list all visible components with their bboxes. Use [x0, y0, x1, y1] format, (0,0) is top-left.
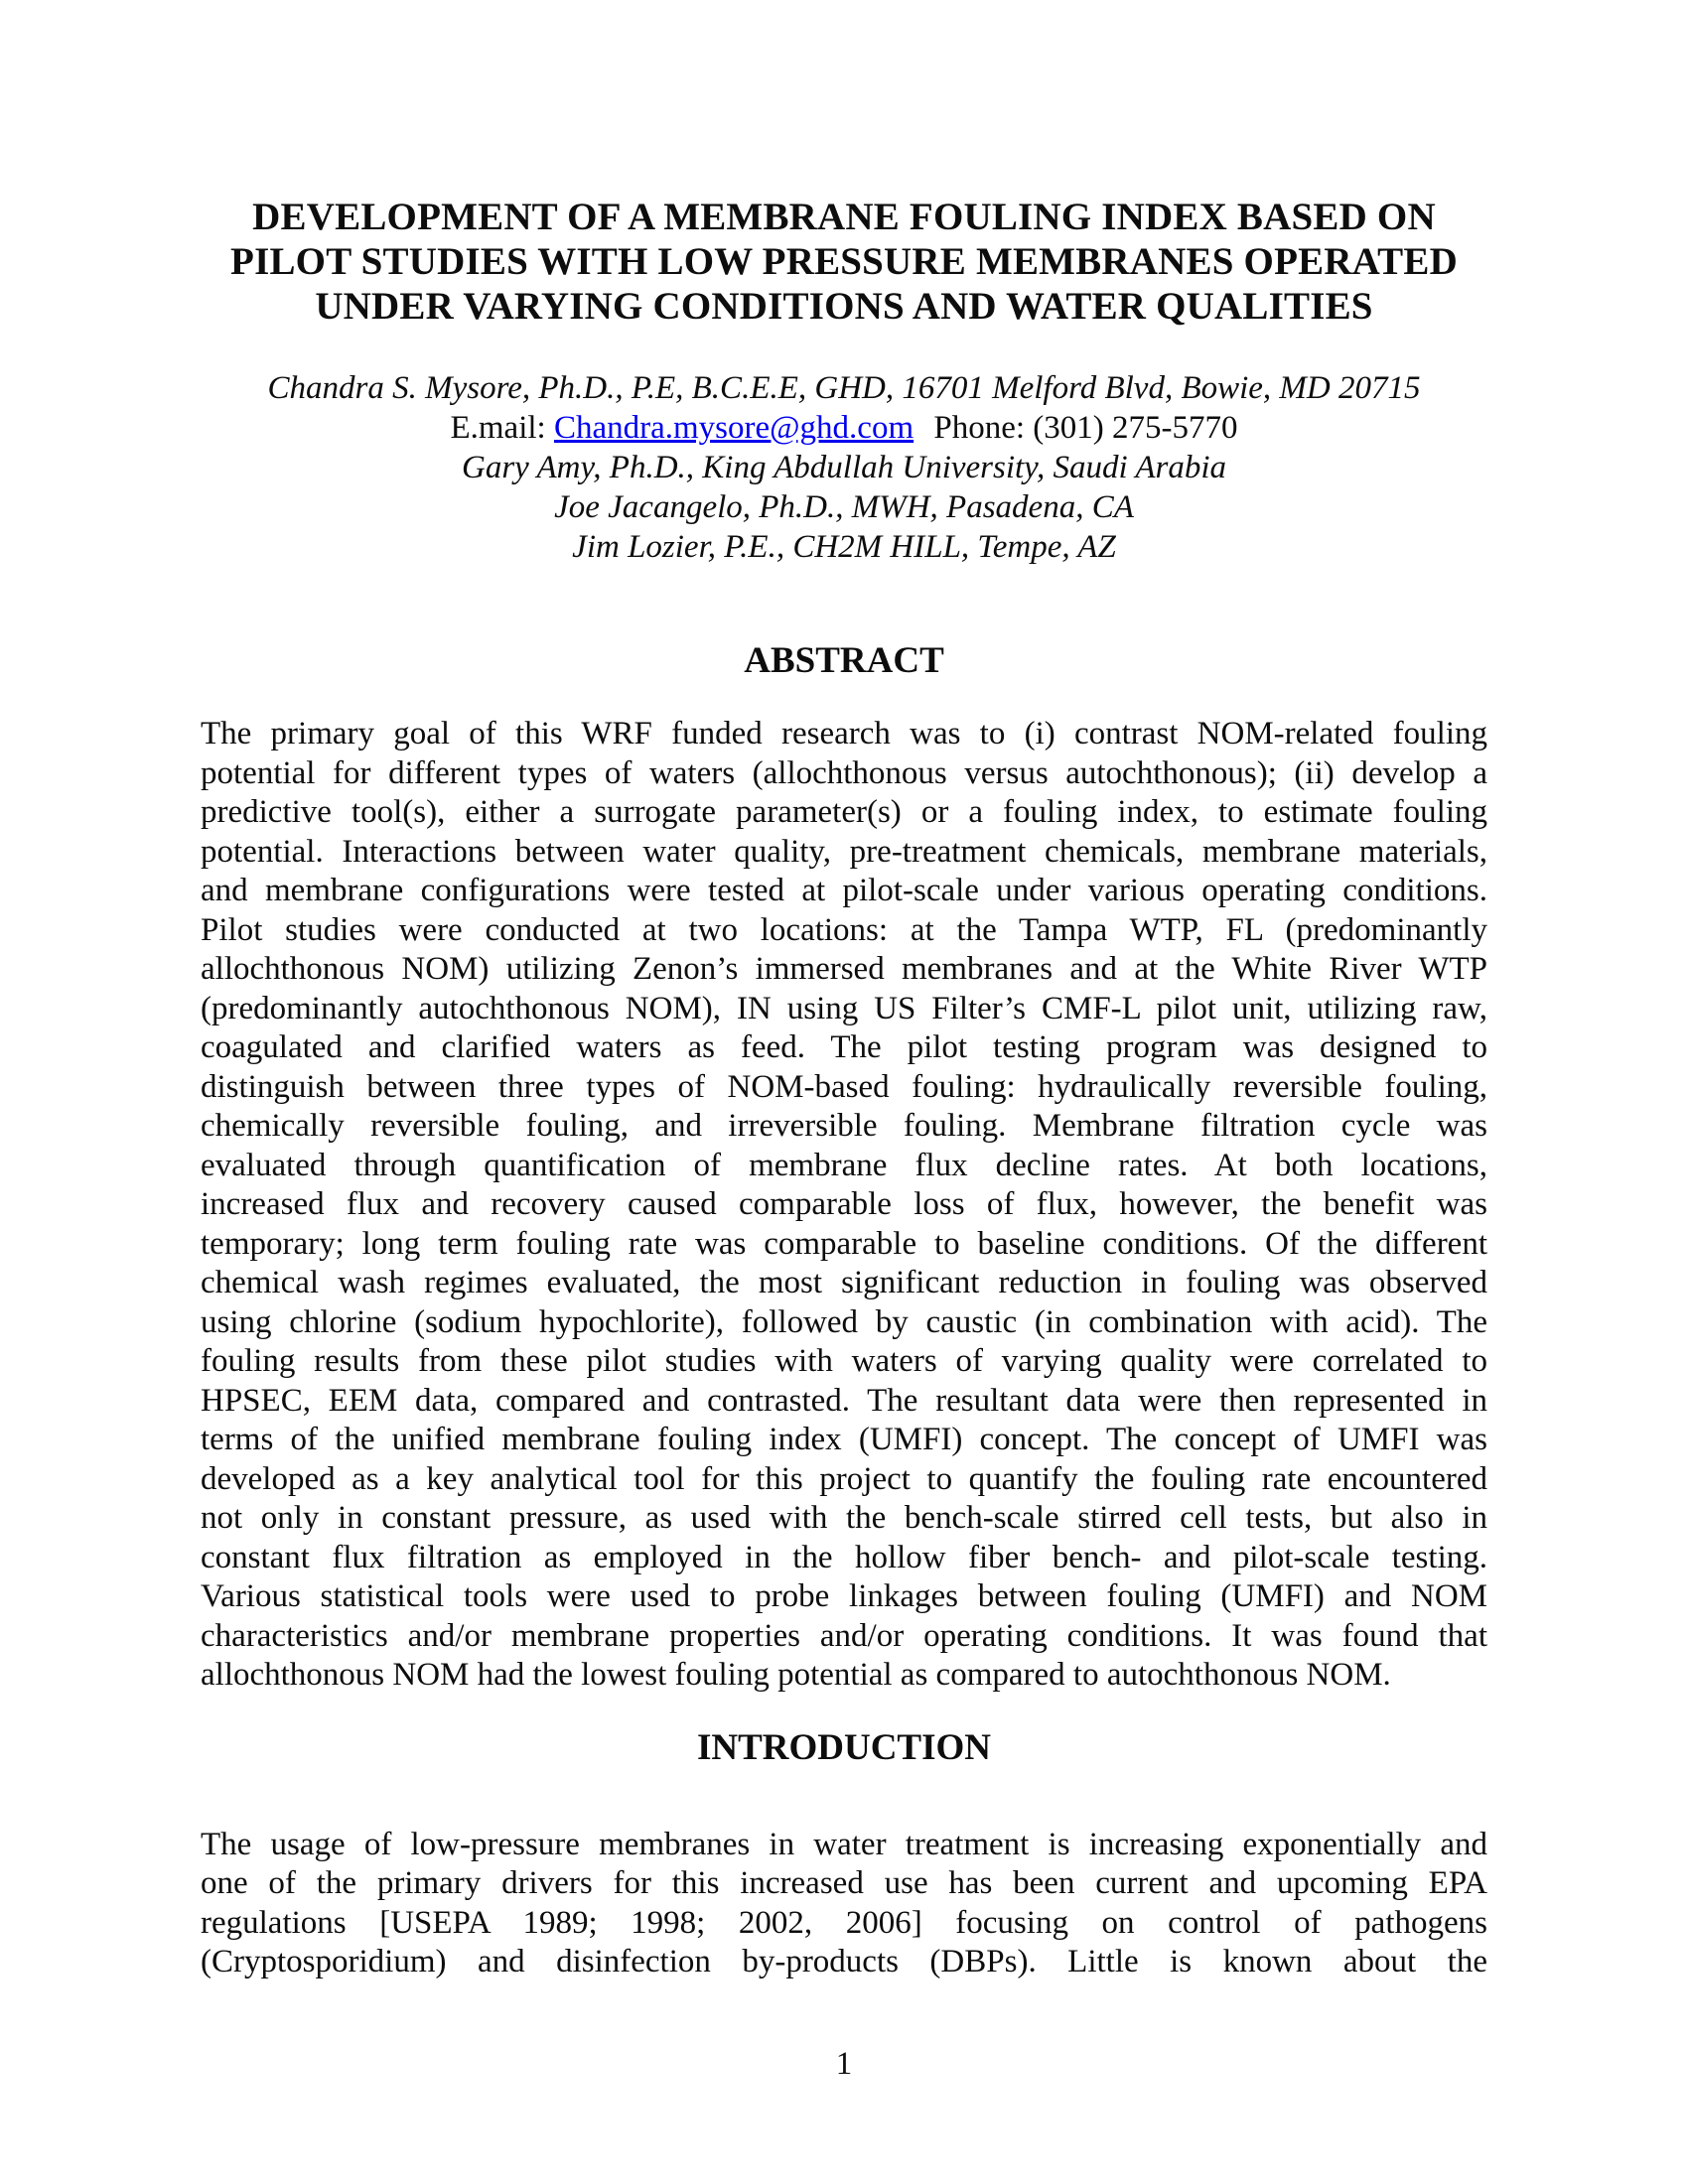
author-line-lozier: Jim Lozier, P.E., CH2M HILL, Tempe, AZ — [572, 529, 1116, 565]
abstract-line: potential for different types of waters (allochthonous versus autochthonous); (ii) develop a — [201, 754, 1487, 791]
introduction-paragraph — [201, 1826, 1487, 1982]
introduction-line: (Cryptosporidium) and disinfection by-products (DBPs). Little is known about the — [201, 1944, 1487, 1979]
email-label: E.mail: — [450, 410, 546, 446]
abstract-line: using chlorine (sodium hypochlorite), followed by caustic (in combination with acid). The — [201, 1303, 1487, 1340]
abstract-line: fouling results from these pilot studies with waters of varying quality were correlated to — [201, 1343, 1487, 1379]
page-content — [201, 0, 1487, 2084]
introduction-line: regulations [USEPA 1989; 1998; 2002, 2006] focusing on control of pathogens — [201, 1904, 1487, 1941]
abstract-line: characteristics and/or membrane properties and/or operating conditions. It was found that — [201, 1617, 1487, 1654]
abstract-line: The primary goal of this WRF funded research was to (i) contrast NOM-related fouling — [201, 716, 1487, 751]
paper-title-line-3: UNDER VARYING CONDITIONS AND WATER QUALITIES — [315, 285, 1373, 328]
paper-title — [201, 195, 1487, 329]
abstract-line: (predominantly autochthonous NOM), IN using US Filter’s CMF-L pilot unit, utilizing raw, — [201, 990, 1487, 1026]
abstract-line: evaluated through quantification of membrane flux decline rates. At both locations, — [201, 1147, 1487, 1183]
abstract-line: allochthonous NOM had the lowest fouling potential as compared to autochthonous NOM. — [201, 1657, 1391, 1693]
author-line-amy: Gary Amy, Ph.D., King Abdullah University, Saudi Arabia — [462, 450, 1226, 485]
abstract-line: temporary; long term fouling rate was comparable to baseline conditions. Of the different — [201, 1225, 1487, 1262]
page-number: 1 — [835, 2045, 853, 2082]
introduction-line: one of the primary drivers for this increased use has been current and upcoming EPA — [201, 1865, 1487, 1901]
author-block — [201, 368, 1487, 567]
abstract-line: not only in constant pressure, as used with the bench-scale stirred cell tests, but also in — [201, 1500, 1487, 1536]
author-line-mysore: Chandra S. Mysore, Ph.D., P.E, B.C.E.E, GHD, 16701 Melford Blvd, Bowie, MD 20715 — [267, 370, 1421, 406]
abstract-line: developed as a key analytical tool for this project to quantify the fouling rate encountered — [201, 1460, 1487, 1497]
abstract-line: chemically reversible fouling, and irreversible fouling. Membrane filtration cycle was — [201, 1108, 1487, 1144]
abstract-paragraph — [201, 715, 1487, 1696]
abstract-line: allochthonous NOM) utilizing Zenon’s immersed membranes and at the White River WTP — [201, 951, 1487, 987]
author-contact-line — [201, 408, 1487, 448]
author-line-jacangelo: Joe Jacangelo, Ph.D., MWH, Pasadena, CA — [554, 489, 1134, 525]
abstract-line: coagulated and clarified waters as feed. The pilot testing program was designed to — [201, 1029, 1487, 1065]
abstract-line: and membrane configurations were tested at pilot-scale under various operating conditions. — [201, 873, 1487, 908]
abstract-line: Various statistical tools were used to probe linkages between fouling (UMFI) and NOM — [201, 1578, 1487, 1614]
abstract-line: potential. Interactions between water quality, pre-treatment chemicals, membrane materials, — [201, 833, 1487, 870]
abstract-line: distinguish between three types of NOM-based fouling: hydraulically reversible fouling, — [201, 1068, 1487, 1105]
abstract-line: chemical wash regimes evaluated, the most significant reduction in fouling was observed — [201, 1265, 1487, 1300]
abstract-line: terms of the unified membrane fouling index (UMFI) concept. The concept of UMFI was — [201, 1422, 1487, 1457]
abstract-line: predictive tool(s), either a surrogate parameter(s) or a fouling index, to estimate fouling — [201, 794, 1487, 830]
abstract-line: increased flux and recovery caused comparable loss of flux, however, the benefit was — [201, 1186, 1487, 1222]
abstract-line: Pilot studies were conducted at two locations: at the Tampa WTP, FL (predominantly — [201, 911, 1487, 948]
paper-title-line-2: PILOT STUDIES WITH LOW PRESSURE MEMBRANES OPERATED — [230, 240, 1458, 283]
abstract-line: HPSEC, EEM data, compared and contrasted. The resultant data were then represented in — [201, 1382, 1487, 1419]
email-link[interactable]: Chandra.mysore@ghd.com — [553, 410, 914, 446]
paper-title-line-1: DEVELOPMENT OF A MEMBRANE FOULING INDEX BASED ON — [252, 196, 1436, 238]
phone-text: Phone: (301) 275-5770 — [933, 410, 1238, 446]
abstract-heading: ABSTRACT — [744, 640, 944, 681]
introduction-heading: INTRODUCTION — [696, 1726, 992, 1768]
introduction-line: The usage of low-pressure membranes in water treatment is increasing exponentially and — [201, 1826, 1487, 1862]
abstract-line: constant flux filtration as employed in the hollow fiber bench- and pilot-scale testing. — [201, 1539, 1487, 1575]
